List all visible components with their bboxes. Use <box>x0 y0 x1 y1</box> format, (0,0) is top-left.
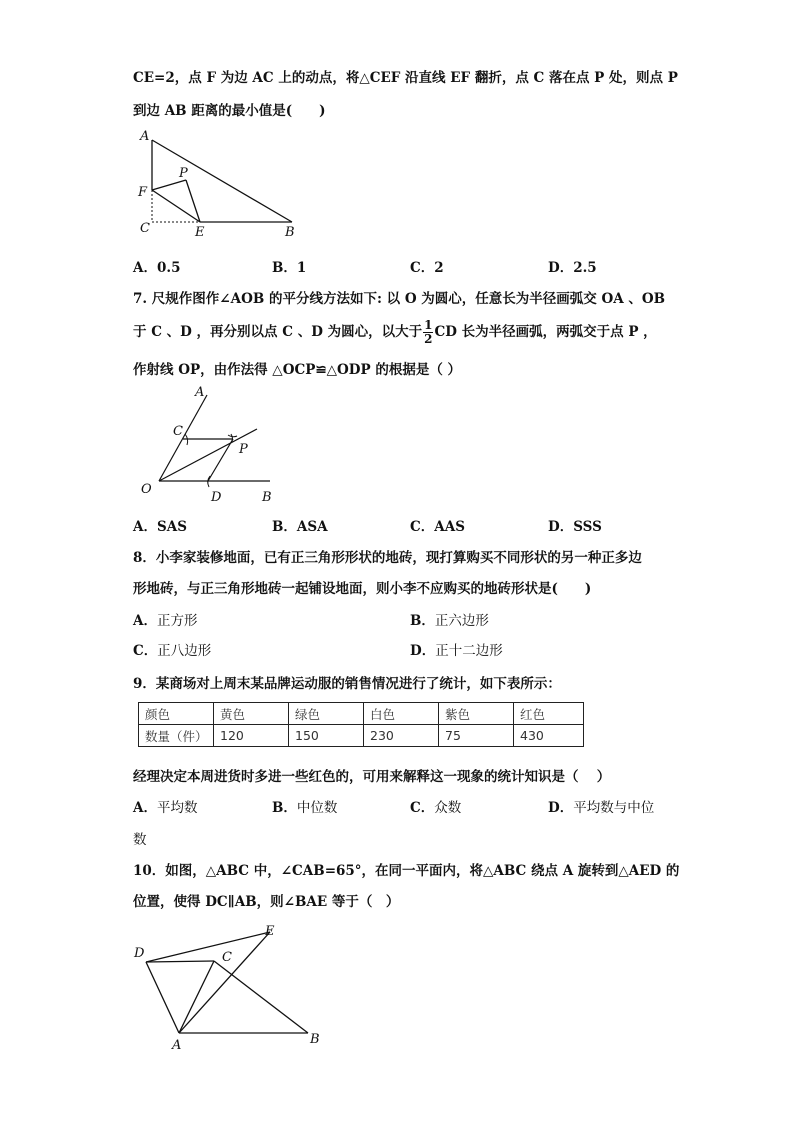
q10-label-a: A <box>172 1038 182 1053</box>
q6-option-b[interactable]: B．1 <box>272 260 307 276</box>
q8-text-line-1: 8．小李家装修地面，已有正三角形形状的地砖，现打算购买不同形状的另一种正多边 <box>133 550 642 566</box>
table-row <box>139 703 584 725</box>
q10-text-line-2: 位置，使得 DC∥AB，则∠BAE 等于（ ） <box>133 894 400 910</box>
q6-label-p: P <box>179 166 188 181</box>
q6-text-line-2: 到边 AB 距离的最小值是( ) <box>133 103 326 119</box>
table-cell: 绿色 <box>289 703 364 725</box>
q7-figure <box>135 383 280 508</box>
q7-label-a: A <box>195 385 205 400</box>
table-cell: 紫色 <box>439 703 514 725</box>
q8-option-c[interactable]: C．正八边形 <box>133 643 212 659</box>
q7-label-o: O <box>141 482 152 497</box>
q6-option-c[interactable]: C．2 <box>410 260 444 276</box>
q9-text-line-2: 经理决定本周进货时多进一些红色的，可用来解释这一现象的统计知识是（ ） <box>133 769 611 785</box>
q7-label-p: P <box>239 442 248 457</box>
q7-label-b: B <box>262 490 272 505</box>
q7-label-d: D <box>211 490 222 505</box>
table-cell: 120 <box>214 725 289 747</box>
q7-option-d[interactable]: D．SSS <box>548 519 602 535</box>
q6-label-b: B <box>285 225 295 240</box>
q10-text-line-1: 10．如图，△ABC 中，∠CAB=65°，在同一平面内，将△ABC 绕点 A 旋转到△AED 的 <box>133 863 680 879</box>
q10-label-d: D <box>134 946 145 961</box>
q9-option-d[interactable]: D．平均数与中位 <box>548 800 655 816</box>
q10-figure <box>128 918 328 1053</box>
table-cell: 430 <box>514 725 584 747</box>
q10-label-c: C <box>222 950 232 965</box>
q7-option-c[interactable]: C．AAS <box>410 519 465 535</box>
table-cell: 75 <box>439 725 514 747</box>
table-cell: 白色 <box>364 703 439 725</box>
q7-option-b[interactable]: B．ASA <box>272 519 328 535</box>
q9-option-a[interactable]: A．平均数 <box>133 800 198 816</box>
table-cell: 230 <box>364 725 439 747</box>
q10-label-b: B <box>310 1032 320 1047</box>
q9-option-c[interactable]: C．众数 <box>410 800 462 816</box>
q6-label-c: C <box>140 221 150 236</box>
q7-label-c: C <box>173 424 183 439</box>
q7-text-line-1: 7. 尺规作图作∠AOB 的平分线方法如下: 以 O 为圆心，任意长为半径画弧交 OA 、OB <box>133 291 666 307</box>
table-cell: 150 <box>289 725 364 747</box>
q6-option-d[interactable]: D．2.5 <box>548 260 597 276</box>
q9-text-line-1: 9．某商场对上周末某品牌运动服的销售情况进行了统计，如下表所示： <box>133 676 561 692</box>
q10-label-e: E <box>265 924 275 939</box>
table-cell: 红色 <box>514 703 584 725</box>
q9-option-d-wrap: 数 <box>133 832 147 848</box>
table-cell: 黄色 <box>214 703 289 725</box>
q7-fraction: $\frac{1}{2}$ <box>424 318 433 346</box>
q6-label-f: F <box>138 185 148 200</box>
q8-option-d[interactable]: D．正十二边形 <box>410 643 503 659</box>
q6-label-e: E <box>195 225 205 240</box>
table-cell: 颜色 <box>139 703 214 725</box>
q6-figure <box>130 128 310 243</box>
q9-option-b[interactable]: B．中位数 <box>272 800 338 816</box>
q7-text-line-3: 作射线 OP，由作法得 △OCP≌△ODP 的根据是（ ） <box>133 362 462 378</box>
q6-text-line-1: CE=2，点 F 为边 AC 上的动点，将△CEF 沿直线 EF 翻折，点 C 落在点 P 处，则点 P <box>133 70 678 86</box>
q7-text-line-2: 于 C 、D ，再分别以点 C 、D 为圆心，以大于 $\frac{1}{2}$ CD 长为半径画弧，两弧交于点 P ， <box>133 318 657 346</box>
q8-option-a[interactable]: A．正方形 <box>133 613 198 629</box>
q8-text-line-2: 形地砖，与正三角形地砖一起铺设地面，则小李不应购买的地砖形状是( ) <box>133 581 592 597</box>
q9-sales-table <box>138 702 584 747</box>
q8-option-b[interactable]: B．正六边形 <box>410 613 489 629</box>
table-cell: 数量（件） <box>139 725 214 747</box>
q6-label-a: A <box>140 129 150 144</box>
q6-option-a[interactable]: A．0.5 <box>133 260 181 276</box>
q7-option-a[interactable]: A．SAS <box>133 519 187 535</box>
table-row <box>139 725 584 747</box>
